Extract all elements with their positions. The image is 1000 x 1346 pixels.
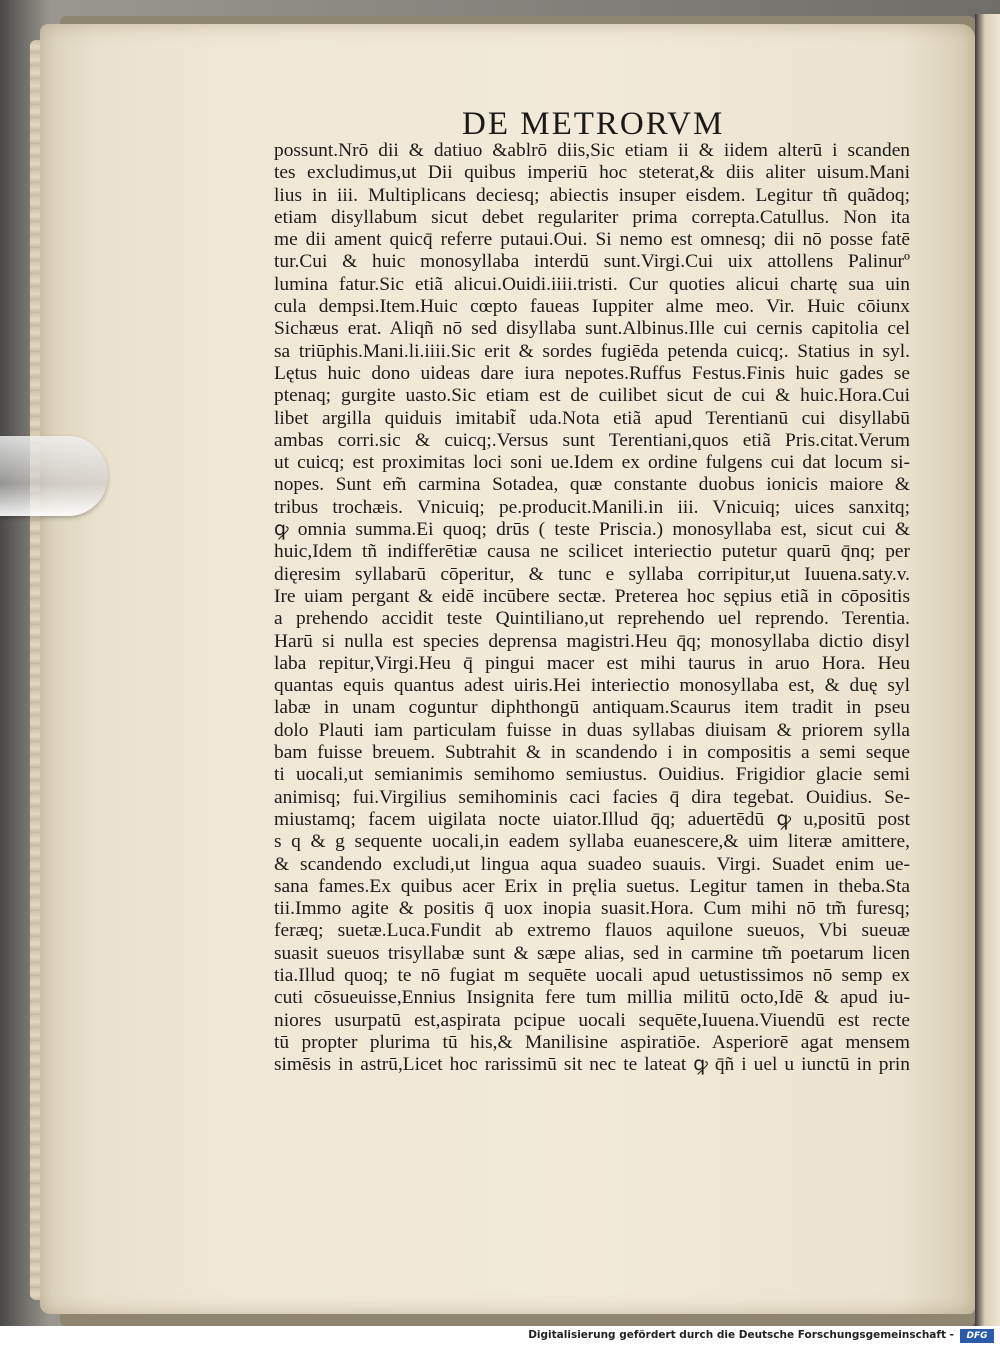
text-line: ambas corri.sic & cuicq;.Versus sunt Terentiani,quos etiã Pris.citat.Verum: [274, 429, 910, 451]
body-text: [274, 140, 910, 1076]
text-line: cula dempsi.Item.Huic cœpto faueas Iuppiter alme meo. Vir. Huic cōiunx: [274, 296, 910, 318]
text-line: bam fuisse breuem. Subtrahit & in scandendo i in compositis a semi seque: [274, 742, 910, 764]
text-line: a prehendo accidit teste Quintiliano,ut reprehendo uel reprendo. Terentia.: [274, 608, 910, 630]
text-line: tia.Illud quoq; te nō fugiat m sequēte uocali apud uetustissimos nō semp ex: [274, 964, 910, 986]
text-line: dolo Plauti iam particulam fuisse in duas syllabas diuisam & priorem sylla: [274, 719, 910, 741]
book-gutter: [975, 14, 1000, 1332]
dfg-logo-icon: DFG: [960, 1329, 994, 1343]
text-line: tur.Cui & huic monosyllaba interdū sunt.Virgi.Cui uix attollens Palinurº: [274, 251, 910, 273]
text-line: cuti cōsueuisse,Ennius Insignita fere tum millia militū octo,Idē & apud iu-: [274, 987, 910, 1009]
page-clip: [0, 436, 108, 516]
text-line: sa triūphis.Mani.li.iiii.Sic erit & sordes fugiēda petenda cuicq;. Statius in syl.: [274, 340, 910, 362]
text-line: tū propter plurima tū his,& Manilisine aspiratiōe. Asperiorē agat mensem: [274, 1031, 910, 1053]
text-line: ut cuicq; est proximitas loci soni ue.Idem ex ordine fulgens cui dat locum si-: [274, 452, 910, 474]
text-line: Harū si nulla est species deprensa magistri.Heu q̄q; monosyllaba dictio disyl: [274, 630, 910, 652]
text-line: Sichæus erat. Aliqñ nō sed disyllaba sunt.Albinus.Ille cui cernis capitolia cel: [274, 318, 910, 340]
text-line: animisq; fui.Virgilius semihominis caci facies q̄ dira tegebat. Ouidius. Se-: [274, 786, 910, 808]
text-line: feræq; suetæ.Luca.Fundit ab extremo flauos aquilone sueuos, Vbi sueuæ: [274, 920, 910, 942]
text-line: suasit sueuos trisyllabæ sunt & sæpe alias, sed in carmine tm̃ poetarum licen: [274, 942, 910, 964]
text-line: miustamq; facem uigilata nocte uiator.Illud q̄q; aduertēdū ꝙ u,positū post: [274, 808, 910, 830]
text-line: libet argilla quiduis imitabit̃ uda.Nota etiã apud Terentianū cui disyllabū: [274, 407, 910, 429]
text-line: etiam disyllabum sicut debet regulariter prima correpta.Catullus. Non ita: [274, 206, 910, 228]
text-line: sana fames.Ex quibus acer Erix in pręlia suetus. Legitur tamen in theba.Sta: [274, 875, 910, 897]
footer-credit: Digitalisierung gefördert durch die Deutsche Forschungsgemeinschaft -: [528, 1329, 954, 1341]
text-line: quantas equis quantus adest uiris.Hei interiectio monosyllaba est, & duę syl: [274, 675, 910, 697]
text-line: lius in iii. Multiplicans deciesq; abiectis insuper eisdem. Legitur tñ quãdoq;: [274, 184, 910, 206]
text-line: tes excludimus,ut Dii quibus imperiū hoc steterat,& diis aliter uisum.Mani: [274, 162, 910, 184]
text-line: laba repitur,Virgi.Heu q̄ pingui macer est mihi taurus in aruo Hora. Heu: [274, 652, 910, 674]
text-line: ti uocali,ut semianimis semihomo semiustus. Ouidius. Frigidior glacie semi: [274, 764, 910, 786]
text-line: & scandendo excludi,ut lingua aqua suadeo suauis. Virgi. Suadet enim ue-: [274, 853, 910, 875]
text-line: tribus trochæis. Vnicuiq; pe.producit.Manili.in iii. Vnicuiq; uices sanxitq;: [274, 496, 910, 518]
text-line: ꝙ omnia summa.Ei quoq; drūs ( teste Priscia.) monosyllaba est, sicut cui &: [274, 519, 910, 541]
text-line: dięresim syllabarū cōperitur, & tunc e syllaba corripitur,ut Iuuena.saty.v.: [274, 563, 910, 585]
text-line: ptenaq; gurgite uasto.Sic etiam est de cuilibet sicut de cui & huic.Hora.Cui: [274, 385, 910, 407]
text-line: me dii ament quicq̄ referre putaui.Oui. Si nemo est omnesq; dii nō posse fatē: [274, 229, 910, 251]
running-head: DE METRORVM: [462, 106, 725, 142]
text-line: huic,Idem tñ indifferētiæ causa ne scilicet interiectio putetur quarū q̄nq; per: [274, 541, 910, 563]
text-line: labæ in unam coguntur diphthongū antiquam.Scaurus item tradit in pseu: [274, 697, 910, 719]
text-line: lumina fatur.Sic etiã alicui.Ouidi.iiii.tristi. Cur quoties alicui chartę sua uin: [274, 273, 910, 295]
text-line: possunt.Nrō dii & datiuo &ablrō diis,Sic etiam ii & iidem alterū i scanden: [274, 140, 910, 161]
text-line: Lętus huic dono uideas dare iura nepotes.Ruffus Festus.Finis huic gades se: [274, 362, 910, 384]
text-line: tii.Immo agite & positis q̄ uox inopia suasit.Hora. Cum mihi nō tm̃ furesq;: [274, 898, 910, 920]
text-line: niores usurpatū est,aspirata pcipue uocali sequēte,Iuuena.Viuendū est recte: [274, 1009, 910, 1031]
text-line: Ire uiam pergant & eidē incūbere sectæ. Preterea hoc sępius etiã in cōpositis: [274, 585, 910, 607]
footer-bar: [0, 1326, 1000, 1346]
text-line: s q & g sequente uocali,in eadem syllaba euanescere,& uim literæ amittere,: [274, 831, 910, 853]
text-line: nopes. Sunt em̃ carmina Sotadea, quæ constante duobus ionicis maiore &: [274, 474, 910, 496]
text-line: simēsis in astrū,Licet hoc rarissimū sit nec te lateat ꝙ q̄ñ i uel u iunctū in prin: [274, 1054, 910, 1076]
